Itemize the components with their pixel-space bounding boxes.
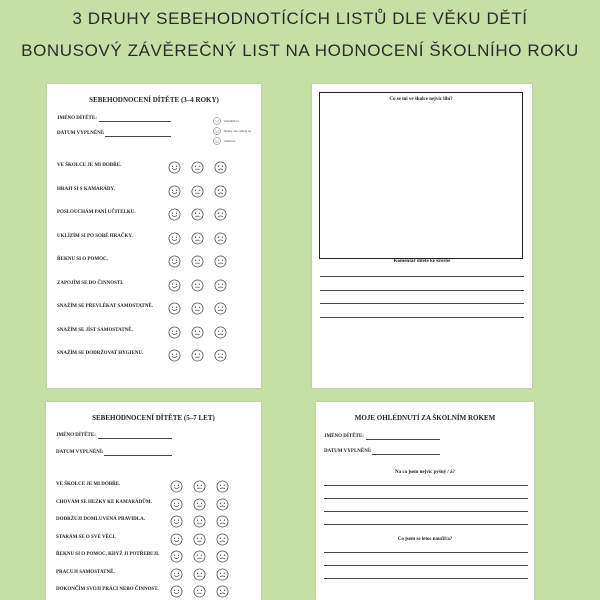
item-label: ZAPOJÍM SE DO ČINNOSTI. bbox=[57, 280, 124, 286]
sad-face-icon[interactable] bbox=[216, 533, 229, 546]
face-rating-row bbox=[170, 533, 229, 546]
name-label: JMÉNO DÍTĚTE: bbox=[324, 434, 364, 439]
item-label: DOKONČÍM SVOJI PRÁCI NEBO ČINNOST. bbox=[56, 587, 159, 592]
sheet-self-assessment-5-7 bbox=[46, 402, 261, 600]
sad-face-icon[interactable] bbox=[214, 326, 227, 339]
neutral-face-icon[interactable] bbox=[191, 185, 204, 198]
item-label: SNAŽÍM SE DODRŽOVAT HYGIENU. bbox=[57, 351, 144, 356]
neutral-face-icon[interactable] bbox=[193, 550, 206, 563]
item-label: DODRŽUJI DOMLUVENÁ PRAVIDLA. bbox=[56, 517, 145, 522]
happy-face-icon[interactable] bbox=[168, 208, 181, 221]
item-label: VE ŠKOLCE JE MI DOBŘE. bbox=[56, 482, 121, 487]
item-label: UKLÍZÍM SI PO SOBĚ HRAČKY. bbox=[57, 233, 133, 239]
comment-label: Komentář dítěte ke kresbě bbox=[393, 259, 451, 264]
face-rating-row bbox=[170, 515, 229, 528]
item-label: SNAŽÍM SE PŘEVLÉKAT SAMOSTATNĚ. bbox=[57, 304, 154, 309]
sad-face-icon[interactable] bbox=[214, 185, 227, 198]
happy-face-icon[interactable] bbox=[170, 480, 183, 493]
happy-face-icon[interactable] bbox=[170, 515, 183, 528]
item-label: POSLOUCHÁM PANÍ UČITELKU. bbox=[57, 210, 136, 215]
sad-face-icon[interactable] bbox=[214, 208, 227, 221]
sheet-year-review bbox=[316, 402, 534, 600]
date-label: DATUM VYPLNĚNÍ: bbox=[57, 131, 105, 136]
neutral-face-icon[interactable] bbox=[191, 279, 204, 292]
legend-label: Zatím ne bbox=[224, 139, 236, 143]
happy-face-icon[interactable] bbox=[168, 279, 181, 292]
sad-face-icon[interactable] bbox=[216, 498, 229, 511]
date-line bbox=[104, 455, 172, 456]
neutral-face-icon[interactable] bbox=[191, 232, 204, 245]
sad-face-icon[interactable] bbox=[214, 349, 227, 362]
writing-line[interactable] bbox=[324, 498, 528, 499]
writing-line[interactable] bbox=[324, 524, 528, 525]
happy-face-icon[interactable] bbox=[168, 185, 181, 198]
writing-line[interactable] bbox=[324, 485, 528, 486]
face-rating-row bbox=[168, 326, 227, 339]
sad-face-icon[interactable] bbox=[214, 279, 227, 292]
drawing-box bbox=[319, 92, 523, 259]
face-rating-row bbox=[170, 498, 229, 511]
date-label: DATUM VYPLNĚNÍ: bbox=[56, 450, 104, 455]
neutral-face-icon[interactable] bbox=[191, 302, 204, 315]
face-rating-row bbox=[168, 208, 227, 221]
name-label: JMÉNO DÍTĚTE: bbox=[56, 433, 96, 438]
item-label: HRAJI SI S KAMARÁDY. bbox=[57, 186, 115, 192]
sad-face-icon[interactable] bbox=[216, 585, 229, 598]
item-label: ŘEKNU SI O POMOC. bbox=[57, 257, 108, 262]
date-line bbox=[372, 454, 440, 455]
item-label: PRACUJI SAMOSTATNĚ. bbox=[56, 569, 115, 575]
writing-line[interactable] bbox=[320, 290, 524, 291]
face-rating-row bbox=[170, 480, 229, 493]
item-label: CHOVÁM SE HEZKY KE KAMARÁDŮM. bbox=[56, 499, 152, 505]
question-2: Co jsem se letos naučil/a? bbox=[397, 537, 453, 542]
neutral-face-icon[interactable] bbox=[191, 255, 204, 268]
happy-face-icon[interactable] bbox=[170, 498, 183, 511]
sad-face-icon[interactable] bbox=[214, 255, 227, 268]
face-rating-row bbox=[170, 568, 229, 581]
face-rating-row bbox=[168, 255, 227, 268]
legend-face bbox=[213, 127, 221, 135]
legend-label: Zvládám to bbox=[224, 119, 239, 123]
face-rating-row bbox=[168, 349, 227, 362]
legend-face bbox=[213, 117, 221, 125]
neutral-face-icon[interactable] bbox=[193, 568, 206, 581]
face-rating-row bbox=[168, 279, 227, 292]
face-rating-row bbox=[168, 232, 227, 245]
date-line bbox=[105, 136, 171, 137]
neutral-face-icon[interactable] bbox=[191, 208, 204, 221]
happy-face-icon[interactable] bbox=[170, 568, 183, 581]
neutral-face-icon[interactable] bbox=[193, 585, 206, 598]
date-label: DATUM VYPLNĚNÍ: bbox=[324, 449, 372, 454]
writing-line[interactable] bbox=[320, 317, 524, 318]
neutral-face-icon[interactable] bbox=[191, 326, 204, 339]
item-label: STARÁM SE O SVÉ VĚCI. bbox=[56, 534, 116, 540]
neutral-face-icon[interactable] bbox=[191, 161, 204, 174]
face-rating-row bbox=[168, 185, 227, 198]
happy-face-icon[interactable] bbox=[168, 255, 181, 268]
neutral-face-icon[interactable] bbox=[193, 533, 206, 546]
happy-face-icon[interactable] bbox=[213, 117, 221, 125]
sad-face-icon[interactable] bbox=[214, 232, 227, 245]
legend-label: Někdy ano, někdy ne bbox=[224, 129, 252, 133]
name-line bbox=[98, 438, 172, 439]
face-rating-row bbox=[170, 550, 229, 563]
item-label: ŘEKNU SI O POMOC, KDYŽ JI POTŘEBUJI. bbox=[56, 552, 160, 557]
happy-face-icon[interactable] bbox=[170, 550, 183, 563]
item-label: SNAŽÍM SE JÍST SAMOSTATNĚ. bbox=[57, 327, 133, 333]
sheet-title: MOJE OHLÉDNUTÍ ZA ŠKOLNÍM ROKEM bbox=[354, 414, 496, 422]
writing-line[interactable] bbox=[320, 276, 524, 277]
sheet-title: SEBEHODNOCENÍ DÍTĚTE (3–4 ROKY) bbox=[89, 96, 219, 104]
happy-face-icon[interactable] bbox=[170, 585, 183, 598]
writing-line[interactable] bbox=[320, 303, 524, 304]
sad-face-icon[interactable] bbox=[216, 515, 229, 528]
name-line bbox=[366, 439, 440, 440]
happy-face-icon[interactable] bbox=[168, 326, 181, 339]
face-rating-row bbox=[170, 585, 229, 598]
happy-face-icon[interactable] bbox=[168, 349, 181, 362]
sheet-title: SEBEHODNOCENÍ DÍTĚTE (5–7 LET) bbox=[92, 414, 215, 422]
neutral-face-icon[interactable] bbox=[193, 480, 206, 493]
writing-line[interactable] bbox=[324, 511, 528, 512]
name-label: JMÉNO DÍTĚTE: bbox=[57, 116, 97, 121]
neutral-face-icon[interactable] bbox=[193, 498, 206, 511]
sad-face-icon[interactable] bbox=[214, 302, 227, 315]
face-rating-row bbox=[168, 302, 227, 315]
sheet-self-assessment-3-4 bbox=[47, 84, 261, 388]
header-line-1: 3 DRUHY SEBEHODNOTÍCÍCH LISTŮ DLE VĚKU DĚTÍ bbox=[72, 9, 528, 28]
happy-face-icon[interactable] bbox=[168, 232, 181, 245]
sad-face-icon[interactable] bbox=[213, 137, 221, 145]
neutral-face-icon[interactable] bbox=[213, 127, 221, 135]
sad-face-icon[interactable] bbox=[216, 480, 229, 493]
item-label: VE ŠKOLCE JE MI DOBŘE. bbox=[57, 163, 122, 168]
neutral-face-icon[interactable] bbox=[193, 515, 206, 528]
question-1: Na co jsem nejvíc pyšný / á? bbox=[395, 470, 455, 475]
name-line bbox=[99, 121, 171, 122]
drawing-box-label: Co se mi ve školce nejvíc líbí? bbox=[389, 97, 453, 102]
legend-face bbox=[213, 137, 221, 145]
writing-line[interactable] bbox=[324, 552, 528, 553]
sad-face-icon[interactable] bbox=[216, 568, 229, 581]
sheet-drawing bbox=[312, 84, 532, 388]
face-rating-row bbox=[168, 161, 227, 174]
neutral-face-icon[interactable] bbox=[191, 349, 204, 362]
sad-face-icon[interactable] bbox=[216, 550, 229, 563]
writing-line[interactable] bbox=[324, 565, 528, 566]
sad-face-icon[interactable] bbox=[214, 161, 227, 174]
happy-face-icon[interactable] bbox=[168, 161, 181, 174]
happy-face-icon[interactable] bbox=[170, 533, 183, 546]
writing-line[interactable] bbox=[324, 578, 528, 579]
header-line-2: BONUSOVÝ ZÁVĚREČNÝ LIST NA HODNOCENÍ ŠKOLNÍHO ROKU bbox=[21, 41, 579, 60]
happy-face-icon[interactable] bbox=[168, 302, 181, 315]
